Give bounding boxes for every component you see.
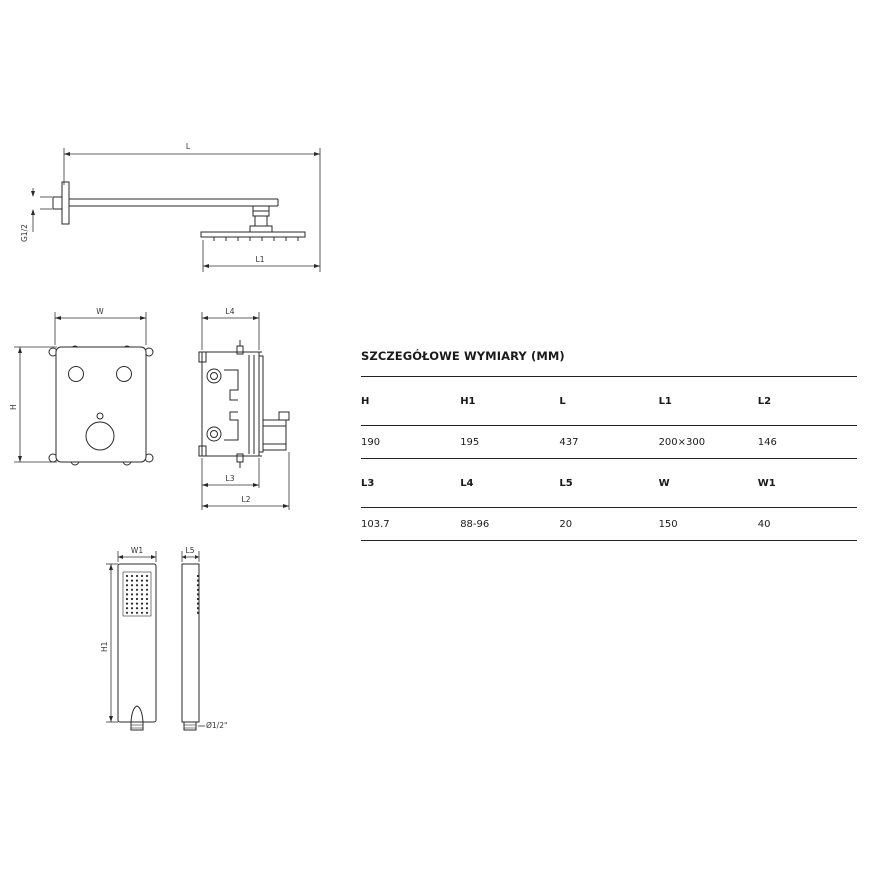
nozzle-dot [141, 598, 143, 600]
nozzle-dot [131, 598, 133, 600]
nozzle-dot [136, 575, 138, 577]
side-nozzle [197, 598, 199, 600]
nozzle-dot [136, 593, 138, 595]
trim-plate-drawing [9, 307, 153, 465]
nozzle-dot [131, 593, 133, 595]
spec-value-l3: 103.7 [361, 518, 390, 530]
nozzle-dot [141, 575, 143, 577]
dim-label-l3: L3 [225, 474, 235, 483]
side-nozzle [197, 603, 199, 605]
spec-header-w1: W1 [757, 477, 776, 489]
nozzle-dot [131, 580, 133, 582]
spec-header-h: H [361, 395, 370, 407]
spec-value-row-1 [361, 426, 857, 459]
side-nozzle [197, 584, 199, 586]
nozzle-dot [136, 598, 138, 600]
nozzle-dot [141, 612, 143, 614]
nozzle-dot [146, 589, 148, 591]
spec-header-row-1 [361, 377, 857, 426]
nozzle-dot [131, 612, 133, 614]
dim-label-g12: G1/2 [20, 224, 29, 242]
spec-panel [361, 347, 857, 541]
spec-value-l5: 20 [559, 518, 573, 530]
nozzle-dot [131, 584, 133, 586]
dim-label-w: W [96, 307, 104, 316]
dim-label-l5: L5 [185, 546, 195, 555]
nozzle-dot [136, 603, 138, 605]
spec-value-l2: 146 [757, 436, 777, 448]
side-nozzle [197, 612, 199, 614]
nozzle-dot [146, 575, 148, 577]
nozzle-dot [126, 607, 128, 609]
nozzle-dot [146, 612, 148, 614]
nozzle-dot [126, 589, 128, 591]
side-nozzle [197, 607, 199, 609]
nozzle-dot [126, 580, 128, 582]
shower-head-drawing [20, 142, 320, 272]
spec-header-l5: L5 [559, 477, 573, 489]
spec-value-h1: 195 [460, 436, 480, 448]
nozzle-dot [146, 607, 148, 609]
spec-header-h1: H1 [460, 395, 476, 407]
spec-title: SZCZEGÓŁOWE WYMIARY (MM) [361, 349, 565, 363]
spec-header-l: L [559, 395, 566, 407]
spec-value-w1: 40 [757, 518, 771, 530]
nozzle-dot [131, 603, 133, 605]
nozzle-dot [141, 580, 143, 582]
nozzle-dot [131, 575, 133, 577]
nozzle-dot [126, 575, 128, 577]
side-nozzle [197, 593, 199, 595]
hand-shower-side-drawing [182, 546, 227, 730]
nozzle-dot [146, 603, 148, 605]
nozzle-dot [141, 593, 143, 595]
spec-value-row-2 [361, 508, 857, 541]
side-nozzle [197, 580, 199, 582]
nozzle-dot [141, 584, 143, 586]
dim-label-l4: L4 [225, 307, 235, 316]
side-nozzle [197, 575, 199, 577]
nozzle-dot [146, 584, 148, 586]
spec-value-w: 150 [658, 518, 678, 530]
spec-header-w: W [658, 477, 670, 489]
nozzle-dot [136, 580, 138, 582]
spec-header-row-2 [361, 459, 857, 508]
nozzle-dot [126, 603, 128, 605]
nozzle-dot [126, 584, 128, 586]
valve-box-drawing [199, 307, 289, 510]
dim-label-l1: L1 [255, 255, 265, 264]
nozzle-dot [126, 598, 128, 600]
spec-value-l: 437 [559, 436, 579, 448]
nozzle-dot [146, 598, 148, 600]
dim-label-l2: L2 [241, 495, 251, 504]
nozzle-dot [126, 612, 128, 614]
dim-label-h: H [9, 404, 18, 410]
side-nozzle [197, 589, 199, 591]
nozzle-dot [136, 612, 138, 614]
nozzle-dot [126, 593, 128, 595]
spec-header-l3: L3 [361, 477, 375, 489]
nozzle-dot [131, 589, 133, 591]
nozzle-dot [131, 607, 133, 609]
nozzle-dot [141, 607, 143, 609]
nozzle-dot [146, 580, 148, 582]
spec-table [361, 376, 857, 541]
nozzle-dot [141, 603, 143, 605]
dim-label-w1: W1 [130, 546, 144, 555]
hand-shower-front-drawing [100, 546, 156, 730]
spec-value-l4: 88-96 [460, 518, 490, 530]
spec-value-l1: 200×300 [658, 436, 706, 448]
spec-header-l4: L4 [460, 477, 474, 489]
nozzle-dot [141, 589, 143, 591]
spec-header-l2: L2 [757, 395, 772, 407]
dim-label-l: L [185, 142, 191, 151]
nozzle-dot [136, 607, 138, 609]
nozzle-dot [136, 584, 138, 586]
spec-header-l1: L1 [658, 395, 672, 407]
nozzle-dot [146, 593, 148, 595]
dim-label-thread: Ø1/2" [206, 721, 228, 730]
nozzle-dot [136, 589, 138, 591]
spec-value-h: 190 [361, 436, 381, 448]
dim-label-h1: H1 [100, 641, 109, 652]
